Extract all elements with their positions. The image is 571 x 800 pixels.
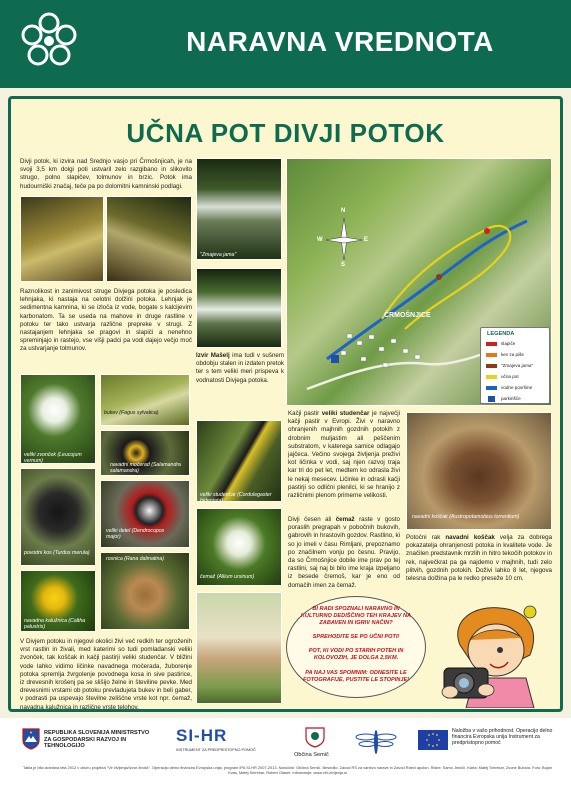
- izvir-bold: Izvir Mašelj: [196, 352, 230, 359]
- sihr-logo: SI-HR: [176, 726, 228, 745]
- compass-s: S: [341, 262, 346, 268]
- crayfish-text: [406, 534, 552, 583]
- legend-swatch: [486, 386, 497, 390]
- legend-swatch: [486, 342, 497, 346]
- caption-kaluznica: navadna kalužnica (Caltha palustris): [24, 618, 86, 630]
- parking-icon: [488, 396, 495, 402]
- dragonfly-bold: veliki studenčar: [321, 410, 370, 417]
- eu-investment-label: Naložba v vašo prihodnost. Operacijo delno financira Evropska unija Instrument za predpristopno pomoč: [452, 728, 553, 747]
- photo-zmajeva-jama: [196, 158, 282, 260]
- legend-label: učna pot: [501, 374, 519, 379]
- slovenia-coat-of-arms-icon: [22, 728, 40, 750]
- obcina-label: Občina Semič: [294, 752, 329, 758]
- caption-studencar: veliki studenčar (Cordulegaster bidentata): [200, 492, 272, 504]
- crayfish-bold: navadni koščak: [445, 534, 495, 541]
- cartoon-girl-illustration: [430, 600, 554, 708]
- legend-swatch: [486, 375, 497, 379]
- photo-crayfish: [406, 412, 552, 530]
- photo-dragonfly: [196, 420, 282, 502]
- bubble-line-4: PA NAJ VAS SPOMNIM: ODNESITE LE FOTOGRAFIJE, PUSTITE LE STOPINJE!: [302, 670, 410, 683]
- species-text: V Divjem potoku in njegovi okolici živi več redkih ter ogroženih vrst rastlin in živali, med katerimi so tudi pomladanski veliki zvonček, tak koščak in kačji pastirji veliki studenčar. V bližini vode lahko vidimo ličinke navadnega močerada, žuborenje potoka spremlja žvrgolenje povodnega kosa in sive pastirice, iz drevesnih krošenj pa se slišijo želne in številine pevke. Med drevesnimi vrstami ob potoku prevladujeta bukev in beli gaber, v podrasti pa uspevajo številne zeliščne vrste kot npr. čemaž, navadna kalužnica in različne vrste telohov.: [20, 638, 192, 711]
- crayfish-text-a: Potočni rak: [406, 534, 441, 541]
- legend-swatch: [486, 364, 497, 368]
- legend-label: vodne površine: [501, 385, 533, 390]
- compass-n: N: [341, 208, 346, 214]
- garlic-text: [288, 516, 400, 590]
- photo-frog: [100, 552, 190, 630]
- banner-title: NARAVNA VREDNOTA: [186, 26, 494, 57]
- caption-bukev: bukev (Fagus sylvatica): [104, 410, 159, 416]
- map-legend: [480, 327, 550, 404]
- page-title: UČNA POT DIVJI POTOK: [126, 118, 445, 148]
- photo-waterfall: [196, 268, 282, 348]
- legend-title: LEGENDA: [487, 331, 515, 337]
- top-banner: [0, 0, 571, 88]
- legend-label: "Zmajeva jama": [501, 363, 534, 368]
- photo-stream-rocks: [106, 196, 192, 282]
- compass-e: E: [364, 237, 369, 243]
- compass-icon: [317, 208, 369, 268]
- caption-zvoncek: veliki zvonček (Leucojum vernum): [24, 452, 82, 464]
- caption-moceral: navadni močerad (Salamandra salamandra): [110, 462, 181, 474]
- dragonfly-text-b: je največji kačji pastir v Evropi. Živi v naravno ohranjenih majhnih gozdnih potokih z drobnim muljastim ali peščenim substratom, v katerega samice odlagajo jajčeca. Večino svojega življenja preživi kot ličinka v vodi, saj njen razvoj traja kar tri do pet let, medtem ko odrasla živi le nekaj mesecev. Ličinke in odrasli kačji pastirji so odlični plenilci, ki se hranijo z različnimi plenom primerne velikosti.: [288, 410, 400, 500]
- eu-flag-icon: [418, 730, 448, 750]
- dragonfly-text-a: Kačji pastir: [288, 410, 320, 417]
- bubble-line-1: BI RADI SPOZNALI NARAVNO IN KULTURNO DEDIŠČINO TEH KRAJEV NA ZABAVEN IN IGRIV NAČIN?: [300, 606, 412, 626]
- izvir-text: [196, 352, 284, 385]
- bubble-line-2: SPREHODITE SE PO UČNI POTI!: [312, 634, 400, 640]
- dragonfly-text: [288, 410, 400, 500]
- compass-w: W: [317, 237, 323, 243]
- caption-cemaz: čemaž (Allium ursinum): [200, 574, 255, 580]
- caption-detel: veliki detel (Dendrocopos major): [106, 528, 165, 540]
- parking-marker: [331, 355, 339, 363]
- legend-label: kev za piše: [501, 352, 524, 357]
- caption-kos: povodni kos (Turdus merula): [24, 550, 90, 556]
- caption-koscak: navadni koščak (Austropotamobius torrentium): [412, 514, 520, 520]
- sihr-subtitle: INSTRUMENT ZA PREDPRISTOPNO POMOČ: [176, 748, 256, 752]
- semic-municipality-crest-icon: [304, 726, 326, 748]
- footer-note: Tabla je bila izdelana leta 2012 v okviru projekta "Vir življenja/Izvor života". Operacijo delno financira Evropska unija, program IPA SI-HR 2007-2013. Naročnik: Občina Semič. Besedilo: Zavod RS za varstvo narave in Zavod Rdeči apolon. Risbe: Samo Jenčič. Karta: Matej Smrekar, Zvone Bubola. Foto: Bojan Kvas, Matej Smrekar, Robert Glaser. Informacije: www.viri-zivljenja.si: [23, 765, 552, 776]
- photo-forest-stream: [20, 196, 104, 282]
- caption-zmajeva-jama: "Zmajeva jama": [200, 252, 237, 258]
- waterfall-marker: [484, 228, 490, 234]
- cave-marker: [436, 274, 442, 280]
- legend-swatch: [486, 353, 497, 357]
- garlic-text-a: Divji česen ali: [288, 516, 332, 523]
- bubble-line-3: POT, KI VODI PO STARIH POTEH IN KOLOVOZIH, JE DOLGA 2,5KM.: [308, 648, 404, 661]
- intro-text: Divji potok, ki izvira nad Srednjo vasjo pri Črmošnjicah, je na svoji 3,5 km dolgi poti ustvaril zelo razgibano in slikovito strugo, polno slapičev, tolmunov in brzic. Potok ima hudourniški značaj, teče pa po dolomitni kamninski podlagi.: [20, 158, 192, 190]
- garlic-text-b: raste v gosto poraslih pregrapah v pobočnih bukovih, gabrovih in hrastovih gozdov. Rastlino, ki so jo imeli v času Rimljani, prepoznamo po značilnem vonju po česnu. Pravijo, da so Črmošnjice dobile ime prav po tej rastlini, saj naj bi bilo ime kraja izpeljano iz besede čremoš, kar je eno od domačih imen za čemaž.: [288, 516, 401, 589]
- legend-label: slapiče: [501, 341, 516, 346]
- photo-snowflake: [20, 374, 96, 464]
- legend-label: parkirišče: [501, 396, 521, 401]
- crayfish-text-b: velja za dobrega pokazatelja ohranjenosti potoka in kvalitete vode. Je značilen predstavnik mrzlih in hitro tekočih potokov in rek, največkrat pa ga najdemo v majhnih, tudi zelo plitvih, gozdnih potokih. Doživi lahko 8 let, njegova telesna dolžina pa le redko preseže 10 cm.: [406, 534, 553, 583]
- photo-child: [196, 592, 282, 704]
- ministry-label: REPUBLIKA SLOVENIJA MINISTRSTVO ZA GOSPODARSKI RAZVOJ IN TEHNOLOGIJO: [44, 730, 150, 750]
- izvir-body: ima tudi v sušnem obdobju stalen in izdaten pretok ter s tem veliki meri prispeva k vodnatosti Divjega potoka.: [196, 352, 284, 384]
- tufa-text: Raznolikost in zanimivost struge Divjega potoka je posledica lehnjaka, ki nastaja na celotni dolžini potoka. Lehnjak je sedimentna kamnina, ki se izloča iz vode, bogate s kalcijevim karbonatom. Ta se useda na mahove in druge rastline v potoku ter tako ustvarja različne prepreke v strugi. Z nastajanjem lehnjaka se pragovi in slapiči a nenehno spreminjajo in rastejo, vse višji padci pa vodi dajejo večjo moč za ustvarjanje tolmunov.: [20, 288, 192, 353]
- flower-icon: [18, 10, 80, 72]
- caption-rosnica: rosnica (Rana dalmatina): [106, 556, 164, 562]
- map-place-label: ČRMOŠNJICE: [384, 312, 431, 319]
- dragonfly-logo-icon: [348, 728, 404, 756]
- garlic-bold: čemaž: [335, 516, 355, 523]
- photo-beech: [100, 374, 190, 426]
